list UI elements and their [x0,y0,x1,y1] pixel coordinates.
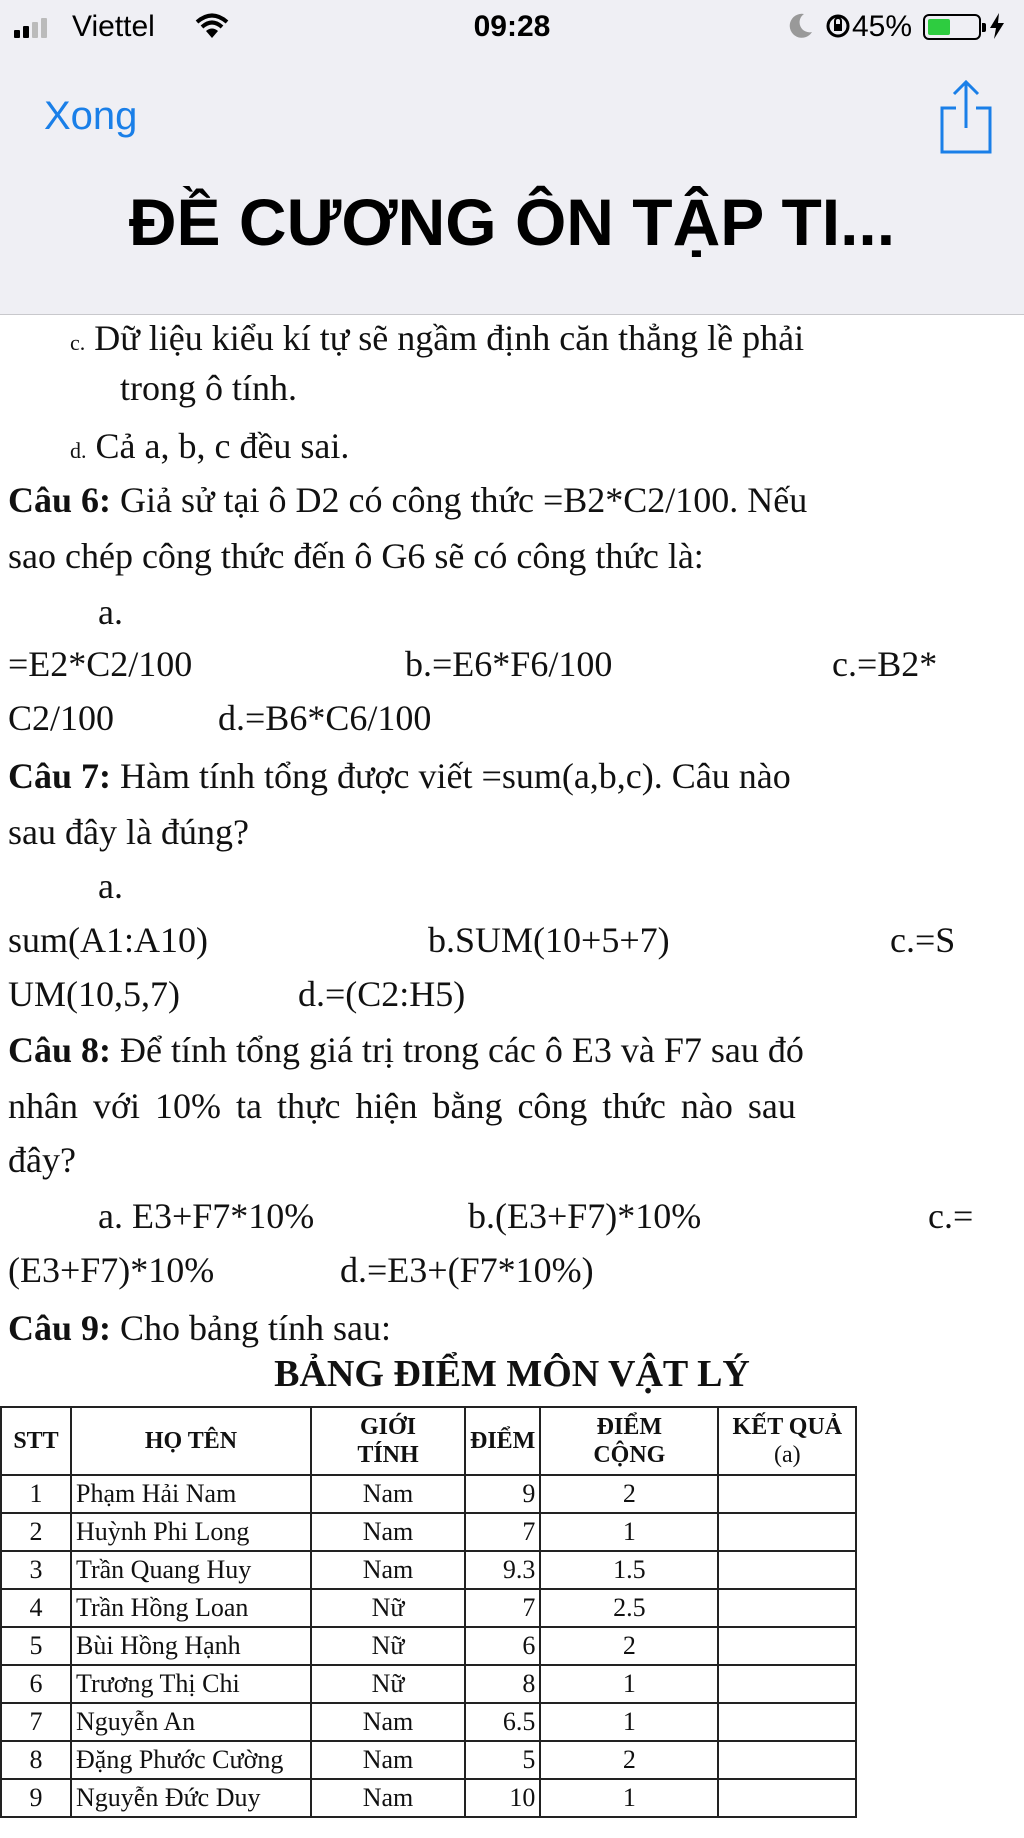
table-row [1,1551,856,1589]
table-title: BẢNG ĐIỂM MÔN VẬT LÝ [274,1353,750,1395]
cell-score: 9 [465,1475,540,1513]
table-row [1,1779,856,1817]
charging-bolt-icon [988,12,1006,48]
question-8-b: b.(E3+F7)*10% [468,1196,702,1236]
cell-gender: Nữ [311,1589,465,1627]
nav-bar [0,56,1024,315]
cell-gender: Nam [311,1779,465,1817]
cell-bonus: 2 [540,1627,718,1665]
cell-stt: 5 [1,1627,71,1665]
question-6-c-cont: C2/100 [8,698,115,738]
battery-percent: 45% [852,10,913,43]
cell-gender: Nam [311,1741,465,1779]
cell-score: 10 [465,1779,540,1817]
cell-bonus: 1 [540,1665,718,1703]
table-header-row [1,1407,856,1475]
cell-name: Bùi Hồng Hạnh [71,1627,311,1665]
cell-bonus: 1 [540,1513,718,1551]
cell-gender: Nam [311,1513,465,1551]
cell-bonus: 2 [540,1475,718,1513]
cell-name: Trần Quang Huy [71,1551,311,1589]
grade-table [0,1406,857,1818]
cell-gender: Nam [311,1551,465,1589]
table-row [1,1665,856,1703]
cell-name: Nguyễn Đức Duy [71,1779,311,1817]
question-7-c-cont: UM(10,5,7) [8,974,180,1014]
cell-score: 8 [465,1665,540,1703]
table-row [1,1741,856,1779]
option-c-line2: trong ô tính. [120,368,297,408]
cell-score: 5 [465,1741,540,1779]
question-7-b: b.SUM(10+5+7) [428,920,670,960]
header-gender: GIỚI TÍNH [311,1407,465,1475]
header-result: KẾT QUẢ (a) [718,1407,856,1475]
cell-score: 9.3 [465,1551,540,1589]
question-8-line1: Câu 8: Để tính tổng giá trị trong các ô E3 và F7 sau đó [8,1030,804,1070]
question-6-a: =E2*C2/100 [8,644,193,684]
cell-stt: 7 [1,1703,71,1741]
cell-name: Trương Thị Chi [71,1665,311,1703]
question-6-d: d.=B6*C6/100 [218,698,432,738]
table-row [1,1513,856,1551]
question-7-line2: sau đây là đúng? [8,812,249,852]
cell-gender: Nam [311,1475,465,1513]
cell-bonus: 1 [540,1779,718,1817]
question-6-line2: sao chép công thức đến ô G6 sẽ có công thức là: [8,536,704,576]
share-icon[interactable] [938,78,994,159]
clock: 09:28 [473,10,551,43]
question-8-line3: đây? [8,1140,76,1180]
question-6-c: c.=B2* [832,644,938,684]
battery-icon [923,14,981,40]
cell-stt: 8 [1,1741,71,1779]
cell-result [718,1627,856,1665]
cell-result [718,1589,856,1627]
question-6-line1: Câu 6: Giả sử tại ô D2 có công thức =B2*C2/100. Nếu [8,480,808,520]
cell-score: 6 [465,1627,540,1665]
question-7-a-label: a. [98,866,123,906]
cell-bonus: 1 [540,1703,718,1741]
cell-stt: 9 [1,1779,71,1817]
cell-stt: 6 [1,1665,71,1703]
cell-result [718,1551,856,1589]
cell-gender: Nữ [311,1665,465,1703]
cell-result [718,1703,856,1741]
cell-result [718,1665,856,1703]
question-7-line1: Câu 7: Hàm tính tổng được viết =sum(a,b,c). Câu nào [8,756,791,796]
cell-score: 7 [465,1513,540,1551]
question-8-line2: nhân với 10% ta thực hiện bằng công thức nào sau [8,1086,796,1126]
cell-bonus: 1.5 [540,1551,718,1589]
question-8-c: c.= [928,1196,974,1236]
cell-gender: Nữ [311,1627,465,1665]
cell-name: Trần Hồng Loan [71,1589,311,1627]
cell-stt: 3 [1,1551,71,1589]
carrier-name: Viettel [72,10,155,43]
cell-result [718,1779,856,1817]
header-name: HỌ TÊN [71,1407,311,1475]
question-6-a-label: a. [98,592,123,632]
cell-stt: 4 [1,1589,71,1627]
question-9: Câu 9: Cho bảng tính sau: [8,1308,391,1348]
question-7-a: sum(A1:A10) [8,920,208,960]
cell-score: 7 [465,1589,540,1627]
question-8-a: a. E3+F7*10% [98,1196,315,1236]
cell-bonus: 2 [540,1741,718,1779]
cell-name: Nguyễn An [71,1703,311,1741]
status-bar [0,0,1024,56]
header-score: ĐIỂM [465,1407,540,1475]
cell-stt: 1 [1,1475,71,1513]
table-row [1,1703,856,1741]
cell-name: Huỳnh Phi Long [71,1513,311,1551]
cell-name: Đặng Phước Cường [71,1741,311,1779]
header-stt: STT [1,1407,71,1475]
option-d: d. Cả a, b, c đều sai. [70,426,350,466]
question-7-c: c.=S [890,920,956,960]
table-row [1,1589,856,1627]
cell-stt: 2 [1,1513,71,1551]
header-bonus: ĐIỂM CỘNG [540,1407,718,1475]
question-7-d: d.=(C2:H5) [298,974,466,1014]
question-8-d: d.=E3+(F7*10%) [340,1250,594,1290]
question-8-c-cont: (E3+F7)*10% [8,1250,215,1290]
question-6-b: b.=E6*F6/100 [405,644,613,684]
cell-score: 6.5 [465,1703,540,1741]
cell-result [718,1741,856,1779]
document-title: ĐỀ CƯƠNG ÔN TẬP TI... [128,185,896,259]
cell-bonus: 2.5 [540,1589,718,1627]
moon-icon [788,12,814,48]
done-button[interactable]: Xong [44,94,138,138]
cell-gender: Nam [311,1703,465,1741]
rotation-lock-icon [825,12,851,48]
cell-name: Phạm Hải Nam [71,1475,311,1513]
cell-result [718,1513,856,1551]
table-row [1,1475,856,1513]
option-c-line1: c. Dữ liệu kiểu kí tự sẽ ngầm định căn thẳng lề phải [70,318,805,358]
table-row [1,1627,856,1665]
cell-result [718,1475,856,1513]
